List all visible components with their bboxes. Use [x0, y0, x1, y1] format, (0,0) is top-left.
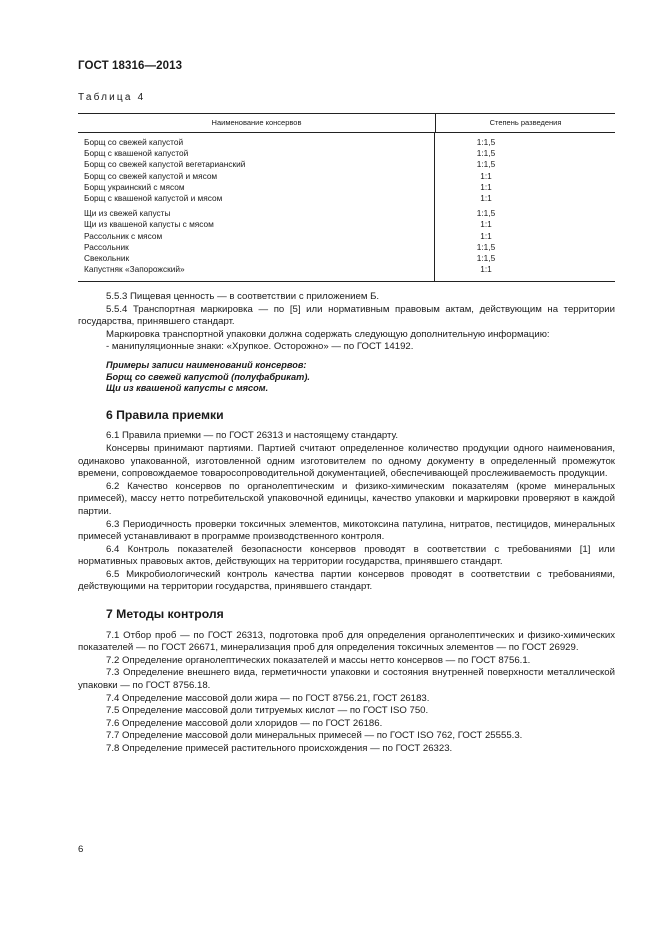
table-cell-name: Щи из квашеной капусты с мясом — [84, 219, 214, 230]
section-6-title: 6 Правила приемки — [106, 407, 224, 422]
table-cell-degree: 1:1 — [480, 230, 492, 241]
table-cell-name: Свекольник — [84, 252, 130, 263]
paragraph-7-3: 7.3 Определение внешнего вида, герметичности упаковки и состояния внутренней поверхности металлической упаковки — по ГОСТ 8756.18. — [78, 667, 615, 692]
example-item: Борщ со свежей капустой (полуфабрикат). — [106, 371, 310, 382]
canned-goods-table — [78, 113, 615, 282]
table-cell-degree: 1:1 — [480, 181, 492, 192]
paragraph-lots: Консервы принимают партиями. Партией считают определенное количество продукции одного наименования, одинаково упакованной, изготовленной одним изготовителем по одному документу в определенный промежуток времени, сопровождаемое товаросопроводительной документацией, обеспечивающей прослеживаемость продукции. — [78, 442, 615, 480]
table-cell-name: Борщ украинский с мясом — [84, 181, 185, 192]
table-cell-name: Борщ со свежей капустой — [84, 137, 184, 147]
table-cell-degree: 1:1,5 — [476, 208, 496, 219]
paragraph-6-1: 6.1 Правила приемки — по ГОСТ 26313 и настоящему стандарту. — [106, 430, 399, 442]
table-cell-name: Борщ с квашеной капустой — [84, 148, 189, 159]
table-cell-name: Капустняк «Запорожский» — [84, 264, 185, 275]
paragraph-6-3: 6.3 Периодичность проверки токсичных элементов, микотоксина патулина, нитратов, пестицидов, минеральных примесей устанавливают в программе производственного контроля. — [78, 518, 615, 543]
table-header-row — [78, 114, 615, 133]
column-header-degree: Степень разведения — [489, 118, 562, 127]
table-cell-degree: 1:1,5 — [476, 241, 496, 252]
table-cell-name: Борщ со свежей капустой и мясом — [84, 170, 218, 181]
table-cell-name: Борщ со свежей капустой вегетарианский — [84, 159, 246, 170]
table-cell-name: Щи из свежей капусты — [84, 208, 171, 219]
column-header-name: Наименование консервов — [78, 114, 436, 132]
paragraph-7-8: 7.8 Определение примесей растительного происхождения — по ГОСТ 26323. — [106, 743, 453, 754]
table-cell-name: Рассольник с мясом — [84, 230, 163, 241]
table-cell-degree: 1:1,5 — [476, 137, 496, 147]
table-body — [78, 133, 615, 281]
table-cell-degree: 1:1,5 — [476, 252, 496, 263]
table-cell-degree: 1:1 — [480, 219, 492, 230]
table-cell-name: Борщ с квашеной капустой и мясом — [84, 192, 223, 203]
paragraph-7-2: 7.2 Определение органолептических показателей и массы нетто консервов — по ГОСТ 8756.1. — [106, 654, 531, 666]
section-7-title: 7 Методы контроля — [106, 607, 224, 622]
paragraph-marking: Маркировка транспортной упаковки должна содержать следующую дополнительную информацию: — [106, 328, 550, 340]
paragraph-handling-signs: - манипуляционные знаки: «Хрупкое. Осторожно» — по ГОСТ 14192. — [106, 341, 414, 353]
document-body — [78, 291, 615, 756]
paragraph-5-5-3: 5.5.3 Пищевая ценность — в соответствии с приложением Б. — [106, 291, 380, 302]
paragraph-7-4: 7.4 Определение массовой доли жира — по ГОСТ 8756.21, ГОСТ 26183. — [106, 692, 430, 704]
page-number: 6 — [78, 844, 84, 855]
table-cell-degree: 1:1 — [480, 192, 492, 203]
table-cell-name: Рассольник — [84, 241, 129, 252]
table-cell-degree: 1:1 — [480, 264, 492, 275]
paragraph-7-7: 7.7 Определение массовой доли минеральных примесей — по ГОСТ ISO 762, ГОСТ 25555.3. — [106, 730, 523, 742]
table-cell-degree: 1:1,5 — [476, 159, 496, 170]
paragraph-7-1: 7.1 Отбор проб — по ГОСТ 26313, подготовка проб для определения органолептических и физико-химических показателей — по ГОСТ 26671, минерализация проб для определения токсичных элементов — по ГОСТ 26929. — [78, 629, 615, 654]
paragraph-6-5: 6.5 Микробиологический контроль качества партии консервов проводят в соответствии с требованиями, действующими на территории государства, принявшего стандарт. — [78, 568, 615, 593]
degrees-column — [435, 133, 615, 281]
table-cell-degree: 1:1,5 — [476, 148, 496, 159]
paragraph-7-5: 7.5 Определение массовой доли титруемых кислот — по ГОСТ ISO 750. — [106, 705, 429, 717]
paragraph-5-5-4: 5.5.4 Транспортная маркировка — по [5] или нормативным правовым актам, действующим на территории государства, принявшего стандарт. — [78, 303, 615, 328]
paragraph-6-4: 6.4 Контроль показателей безопасности консервов проводят в соответствии с требованиями [1] или нормативных правовых актов, действующих на территории государства, принявшего стандарт. — [78, 543, 615, 568]
document-header: ГОСТ 18316—2013 — [78, 60, 183, 72]
example-item: Щи из квашеной капусты с мясом. — [106, 383, 269, 394]
table-caption: Таблица 4 — [78, 92, 146, 103]
table-cell-degree: 1:1 — [480, 170, 492, 181]
names-column — [78, 133, 435, 281]
examples-heading: Примеры записи наименований консервов: — [106, 359, 307, 370]
paragraph-7-6: 7.6 Определение массовой доли хлоридов — по ГОСТ 26186. — [106, 717, 383, 729]
paragraph-6-2: 6.2 Качество консервов по органолептическим и физико-химическим показателям (кроме минеральных примесей), массу нетто потребительской упаковочной единицы, качество упаковки и маркировки проверяют в каждой партии. — [78, 480, 615, 517]
